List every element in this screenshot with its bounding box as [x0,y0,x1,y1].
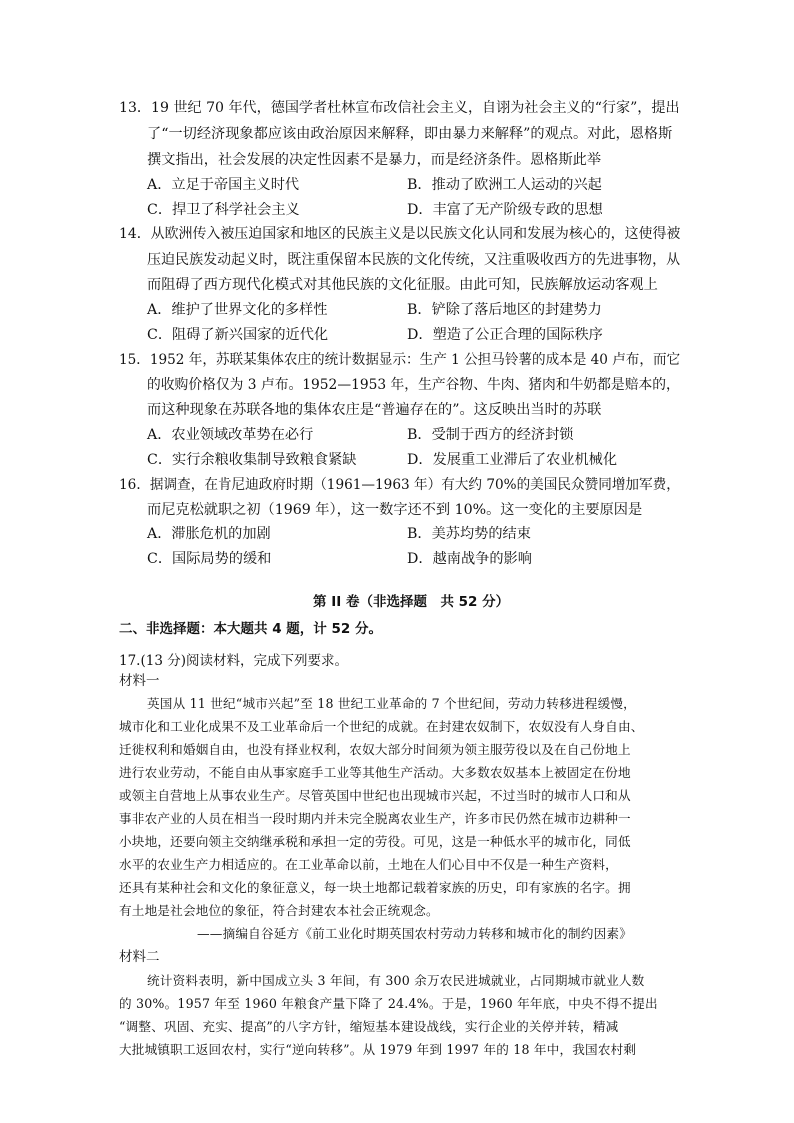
material-1-line: 事非农产业的人员在相当一段时期内并未完全脱离农业生产，许多市民仍然在城市边耕种一 [119,811,631,826]
material-2-line: “调整、巩固、充实、提高”的八字方针，缩短基本建设战线，实行企业的关停并转，精减 [119,1019,619,1034]
option-b[interactable]: B．美苏均势的结束 [407,526,531,542]
material-1-line: 城市化和工业化成果不及工业革命后一个世纪的成就。在封建农奴制下，农奴没有人身自由、 [119,719,644,734]
material-2-label: 材料二 [119,949,160,965]
question-text-line: 而阻碍了西方现代化模式对其他民族的文化征服。由此可知，民族解放运动客观上 [147,277,658,293]
question-text-line: 了“一切经济现象都应该由政治原因来解释，即由暴力来解释”的观点。对此，恩格斯 [147,126,673,142]
option-b[interactable]: B．铲除了落后地区的封建势力 [407,302,602,318]
question-text-line: 而尼克松就职之初（1969 年），这一数字还不到 10%。这一变化的主要原因是 [147,502,643,518]
question-text-line: 的收购价格仅为 3 卢布。1952—1953 年，生产谷物、牛肉、猪肉和牛奶都是赔本的， [147,377,680,393]
section-title: 第 II 卷（非选择题 共 52 分） [313,594,510,610]
option-c[interactable]: C．实行余粮收集制导致粮食紧缺 [147,452,357,468]
material-2-line: 统计资料表明，新中国成立头 3 年间，有 300 余万农民进城就业，占同期城市就业人数 [147,973,645,988]
option-a[interactable]: A．立足于帝国主义时代 [147,177,300,193]
question-text-line: 而这种现象在苏联各地的集体农庄是“普遍存在的”。这反映出当时的苏联 [147,402,602,418]
option-c[interactable]: C．国际局势的缓和 [147,551,272,567]
question-text-line: 撰文指出，社会发展的决定性因素不是暴力，而是经济条件。恩格斯此举 [147,152,602,168]
question-text-line: 14．从欧洲传入被压迫国家和地区的民族主义是以民族文化认同和发展为核心的，这使得被 [119,226,681,242]
option-a[interactable]: A．农业领域改革势在必行 [147,427,314,443]
section-subtitle: 二、非选择题：本大题共 4 题，计 52 分。 [119,621,382,637]
option-c[interactable]: C．捍卫了科学社会主义 [147,202,300,218]
material-1-line: 还具有某种社会和文化的象征意义，每一块土地都记载着家族的历史，印有家族的名字。拥 [119,880,631,895]
material-2-line: 的 30%。1957 年至 1960 年粮食产量下降了 24.4%。于是，1960 年年底，中央不得不提出 [119,996,658,1011]
option-a[interactable]: A．滞胀危机的加剧 [147,526,271,542]
option-d[interactable]: D．丰富了无产阶级专政的思想 [407,202,603,218]
material-2-line: 大批城镇职工返回农村，实行“逆向转移”。从 1979 年到 1997 年的 18 年中，我国农村剩 [119,1042,637,1057]
option-d[interactable]: D．塑造了公正合理的国际秩序 [407,327,603,343]
material-1-line: 水平的农业生产力相适应的。在工业革命以前，土地在人们心目中不仅是一种生产资料， [119,857,618,872]
material-1-label: 材料一 [119,673,160,689]
question-text-line: 13．19 世纪 70 年代，德国学者杜林宣布改信社会主义，自诩为社会主义的“行家”，提出 [119,100,680,116]
material-1-line: 有土地是社会地位的象征，符合封建农本社会正统观念。 [119,903,439,918]
material-1-line: 英国从 11 世纪“城市兴起”至 18 世纪工业革命的 7 个世纪间，劳动力转移进程缓慢， [147,696,636,711]
question-text-line: 压迫民族发动起义时，既注重保留本民族的文化传统，又注重吸收西方的先进事物，从 [147,252,681,268]
option-a[interactable]: A．维护了世界文化的多样性 [147,302,328,318]
material-1-source: ——摘编自谷延方《前工业化时期英国农村劳动力转移和城市化的制约因素》 [197,926,632,941]
option-c[interactable]: C．阻碍了新兴国家的近代化 [147,327,329,343]
material-1-line: 小块地，还要向领主交纳继承税和承担一定的劳役。可见，这是一种低水平的城市化，同低 [119,834,631,849]
material-1-line: 进行农业劳动，不能自由从事家庭手工业等其他生产活动。大多数农奴基本上被固定在份地 [119,765,631,780]
material-1-line: 迁徙权利和婚姻自由，也没有择业权利，农奴大部分时间须为领主服劳役以及在自己份地上 [119,742,631,757]
question-text-line: 15．1952 年，苏联某集体农庄的统计数据显示：生产 1 公担马铃薯的成本是 40 卢布，而它 [119,352,681,368]
question-prompt: 17.(13 分)阅读材料，完成下列要求。 [119,653,348,669]
material-1-line: 或领主自营地上从事农业生产。尽管英国中世纪也出现城市兴起，不过当时的城市人口和从 [119,788,631,803]
option-d[interactable]: D．发展重工业滞后了农业机械化 [407,452,618,468]
option-d[interactable]: D．越南战争的影响 [407,551,532,567]
option-b[interactable]: B．受制于西方的经济封锁 [407,427,574,443]
question-text-line: 16．据调查，在肯尼迪政府时期（1961—1963 年）有大约 70%的美国民众赞同增加军费， [119,477,680,493]
option-b[interactable]: B．推动了欧洲工人运动的兴起 [407,177,602,193]
